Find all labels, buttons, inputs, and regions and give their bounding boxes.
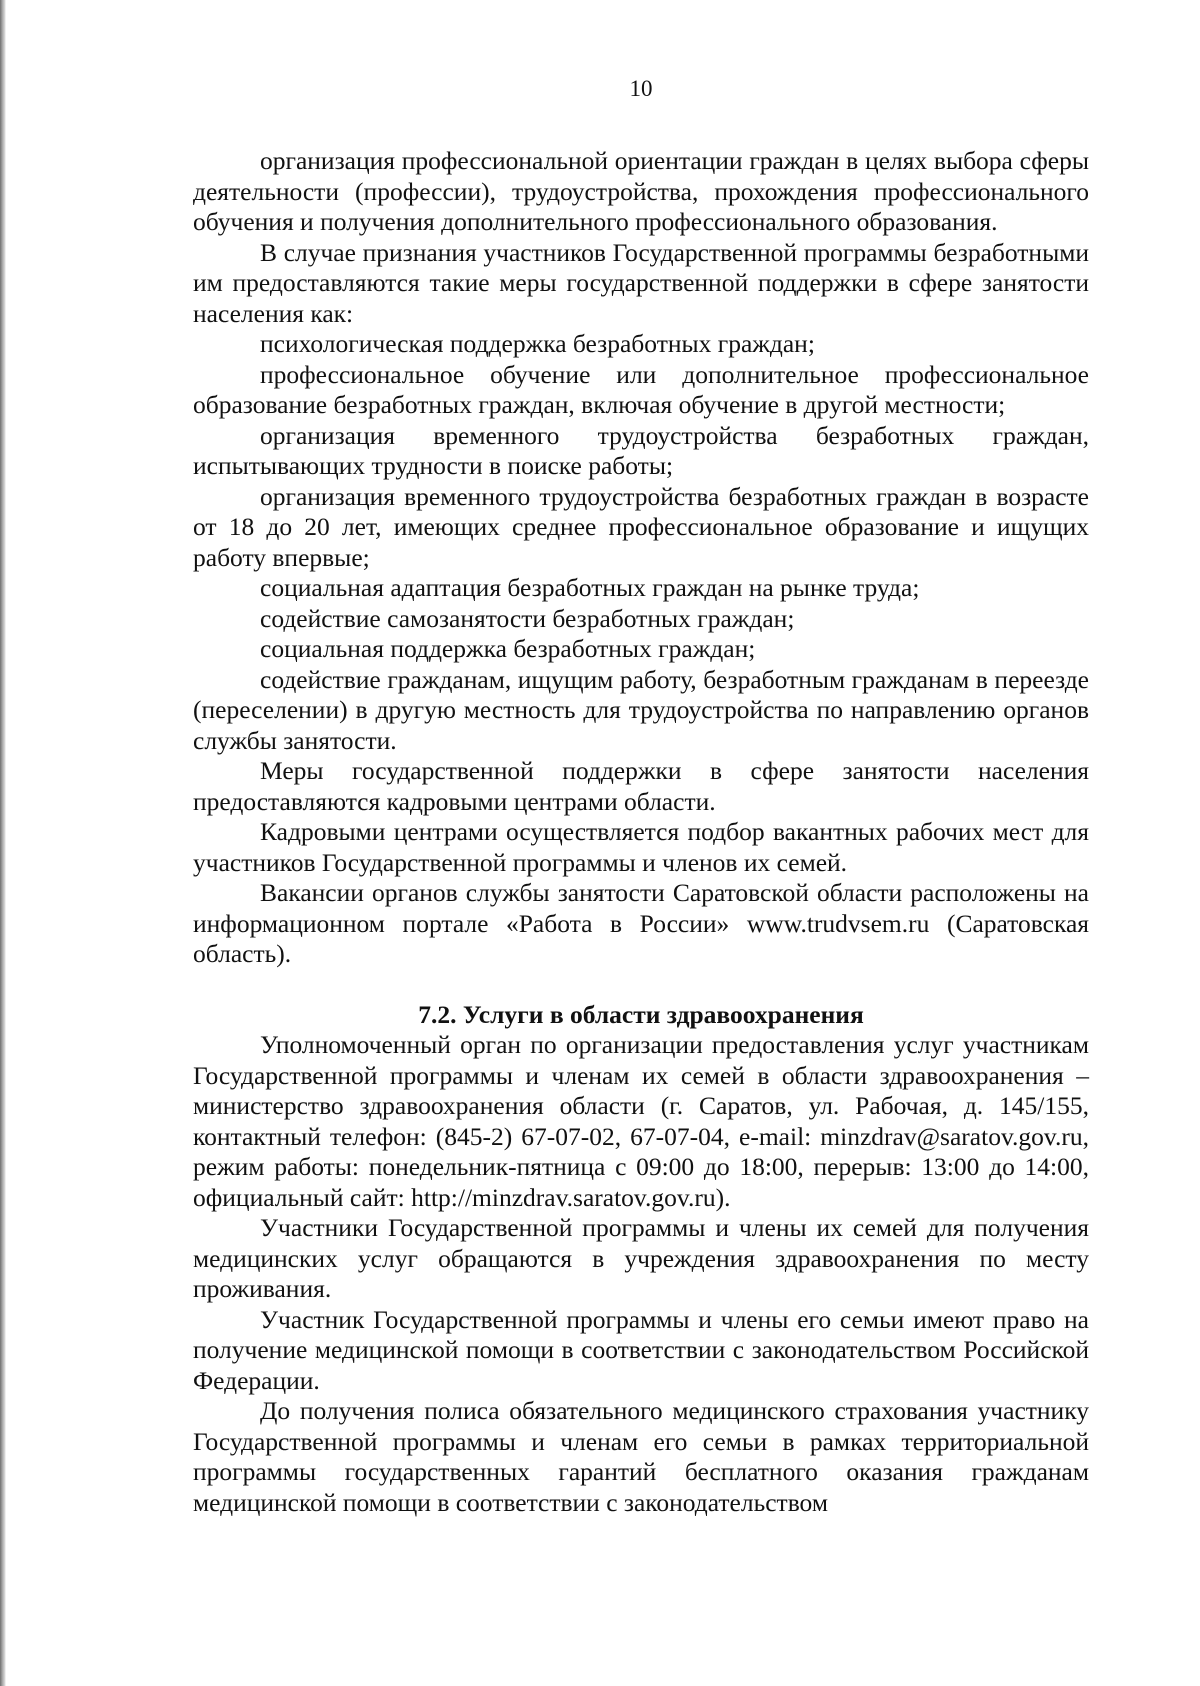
list-item: содействие гражданам, ищущим работу, безработным гражданам в переезде (переселении) в другую местность для трудоустройства по направлению органов службы занятости.: [193, 664, 1089, 755]
list-item: социальная поддержка безработных граждан;: [260, 634, 756, 663]
paragraph: организация профессиональной ориентации граждан в целях выбора сферы деятельности (профессии), трудоустройства, прохождения профессионального обучения и получения дополнительного профессионального образования.: [193, 146, 1089, 236]
paragraph: Участник Государственной программы и члены его семьи имеют право на получение медицинской помощи в соответствии с законодательством Российской Федерации.: [193, 1304, 1089, 1395]
paragraph: До получения полиса обязательного медицинского страхования участнику Государственной программы и членам его семьи в рамках территориальной программы государственных гарантий бесплатного оказания гражданам медицинской помощи в соответствии с законодательством: [193, 1396, 1089, 1517]
document-body: [193, 146, 1089, 1518]
list-item: организация временного трудоустройства безработных граждан в возрасте от 18 до 20 лет, имеющих среднее профессиональное образование и ищущих работу впервые;: [193, 481, 1089, 572]
paragraph: Вакансии органов службы занятости Саратовской области расположены на информационном портале «Работа в России» www.trudvsem.ru (Саратовская область).: [193, 878, 1089, 968]
list-item: содействие самозанятости безработных граждан;: [260, 603, 795, 633]
page-number: 10: [629, 76, 653, 101]
paragraph: Кадровыми центрами осуществляется подбор вакантных рабочих мест для участников Государственной программы и членов их семей.: [193, 817, 1089, 877]
paragraph: Меры государственной поддержки в сфере занятости населения предоставляются кадровыми центрами области.: [193, 756, 1089, 816]
list-item: профессиональное обучение или дополнительное профессиональное образование безработных граждан, включая обучение в другой местности;: [193, 359, 1089, 419]
list-item: социальная адаптация безработных граждан на рынке труда;: [260, 573, 920, 602]
list-item: организация временного трудоустройства безработных граждан, испытывающих трудности в поиске работы;: [193, 420, 1089, 480]
paragraph: В случае признания участников Государственной программы безработными им предоставляются такие меры государственной поддержки в сфере занятости населения как:: [193, 237, 1089, 328]
scan-edge-shadow: [0, 0, 6, 1686]
section-heading: 7.2. Услуги в области здравоохранения: [418, 999, 864, 1029]
list-item: психологическая поддержка безработных граждан;: [260, 329, 815, 358]
paragraph: Уполномоченный орган по организации предоставления услуг участникам Государственной программы и членам их семей в области здравоохранения – министерство здравоохранения области (г. Саратов, ул. Рабочая, д. 145/155, контактный телефон: (845-2) 67-07-02, 67-07-04, e-mail: minzdrav@saratov.gov.ru, режим работы: понедельник-пятница с 09:00 до 18:00, перерыв: 13:00 до 14:00, официальный сайт: http://minzdrav.saratov.gov.ru).: [193, 1030, 1089, 1212]
paragraph: Участники Государственной программы и члены их семей для получения медицинских услуг обращаются в учреждения здравоохранения по месту проживания.: [193, 1213, 1089, 1303]
